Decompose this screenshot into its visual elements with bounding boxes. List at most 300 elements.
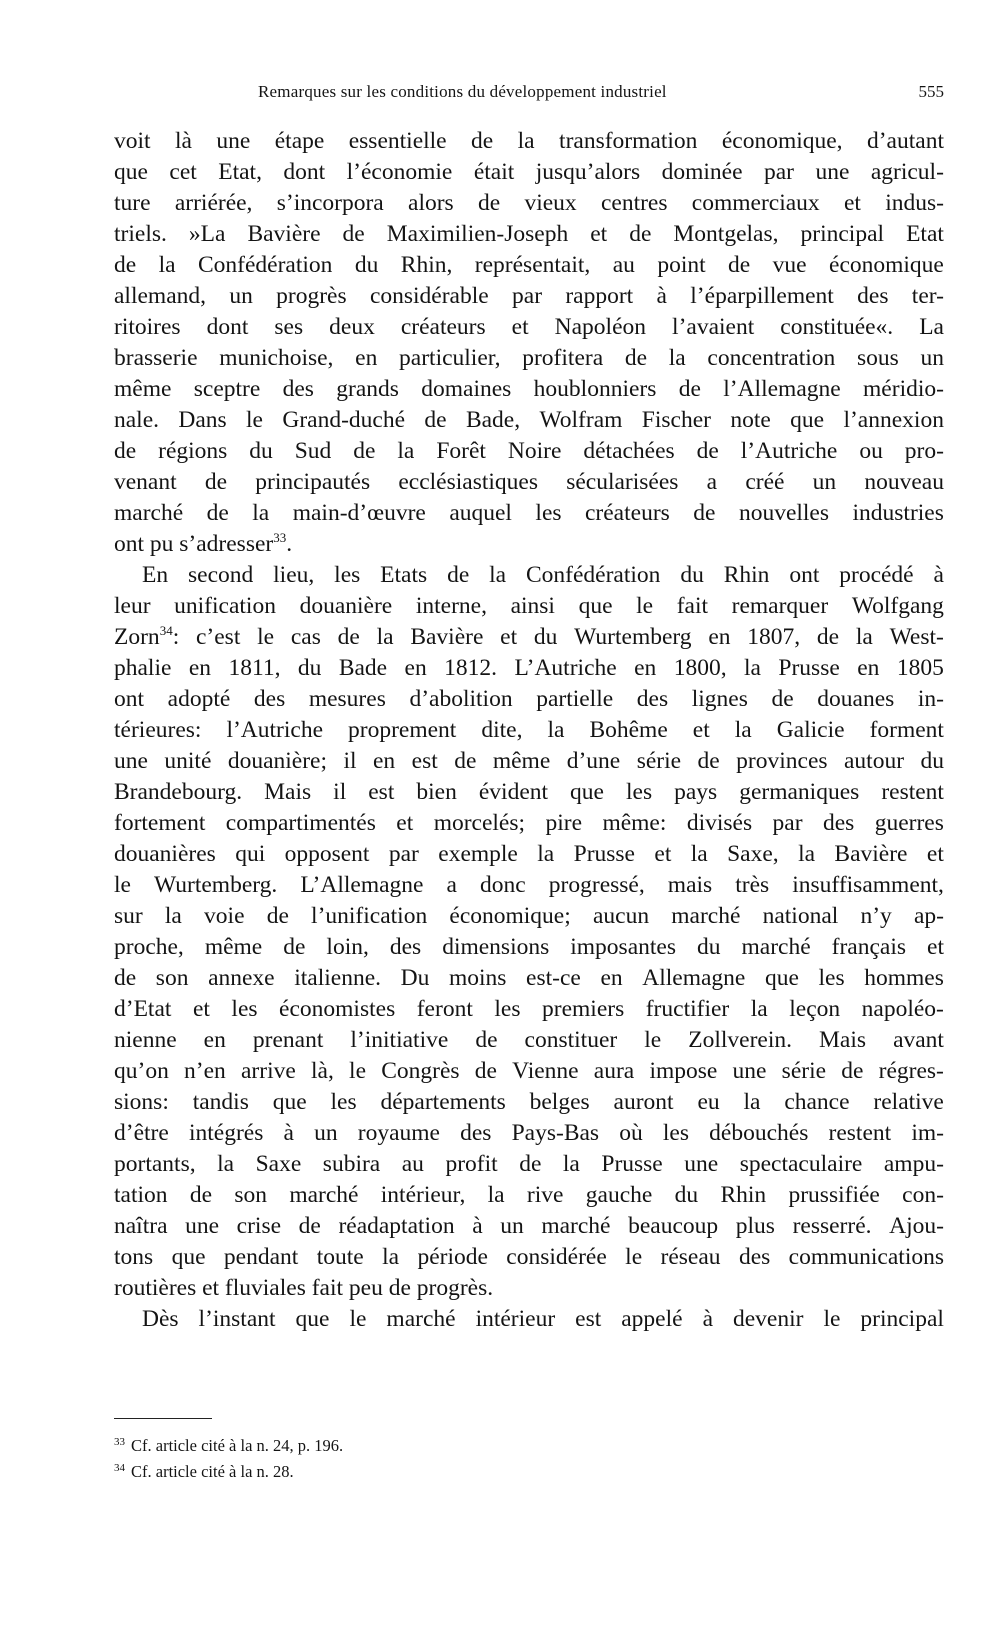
word: agricul- [870,159,944,185]
word: l’éparpillement [690,283,834,309]
word: la [750,996,768,1022]
word: autour [843,748,905,774]
word: La [919,314,944,340]
word: Congrès [381,1058,460,1084]
word: 1811, [228,655,281,681]
word: restent [881,779,944,805]
word: la [690,841,708,867]
word: la [517,128,535,154]
word: série [636,748,682,774]
word: de [477,190,501,216]
word: Saxe [255,1151,302,1177]
word: industries [852,500,944,526]
text-line [114,374,944,405]
text-line [114,684,944,715]
word: en [355,345,378,371]
word: L’Autriche [514,655,617,681]
word: un [314,1120,338,1146]
word: aucun [592,903,650,929]
word: la [164,903,182,929]
word: appelé [621,1306,683,1332]
word: son [155,965,189,991]
word: 1807, [747,624,801,650]
word: pro- [904,438,944,464]
page-number: 555 [918,82,944,101]
word: de [624,345,648,371]
word: douanes [817,686,895,712]
word: Etats [380,562,428,588]
word: West- [889,624,944,650]
word: proprement [348,717,457,743]
word: même [114,376,172,402]
word: créateurs [585,500,670,526]
word: période [417,1244,488,1270]
word: napoléo- [861,996,944,1022]
word: un [812,469,837,495]
word: de [298,1213,321,1239]
word: d’autant [866,128,944,154]
word: le [114,872,131,898]
text-line [114,250,944,281]
word: et [692,717,710,743]
word: des [460,1120,492,1146]
word: le [636,593,654,619]
word: centres [600,190,668,216]
text-line [114,1056,944,1087]
footnote-33 [114,1431,714,1457]
word: principautés [255,469,371,495]
word: de [471,128,494,154]
word: rive [526,1182,564,1208]
word: de [204,469,228,495]
word: compartimentés [225,810,376,836]
word: profit [445,1151,498,1177]
word: main-d’œuvre [292,500,426,526]
word: Wurtemberg [574,624,692,650]
word: gauche [585,1182,653,1208]
word: munichoise, [219,345,334,371]
word: guerres [874,810,944,836]
word: et [500,624,518,650]
text-line [114,1211,944,1242]
text-line-content: Zorn$^{34}$ [114,623,173,650]
word: du [297,655,322,681]
word: grands [336,376,399,402]
word: dont [206,314,249,340]
word: brasserie [114,345,198,371]
word: pendant [223,1244,299,1270]
word: en [203,1027,226,1053]
word: et [926,841,944,867]
word: à [283,1120,294,1146]
word: les [330,1089,357,1115]
word: progressé, [548,872,645,898]
word: Grand-duché [282,407,406,433]
word: leçon [789,996,841,1022]
word: lignes [691,686,748,712]
word: subira [322,1151,381,1177]
word: l’économie [346,159,453,185]
word: annexe [208,965,275,991]
word: vue [772,252,807,278]
word: opposent [284,841,370,867]
text-line [114,715,944,746]
word: principal [800,221,885,247]
word: à [702,1306,713,1332]
word: Forêt [436,438,486,464]
word: avant [893,1027,944,1053]
word: dimensions [442,934,550,960]
word: douanières [114,841,216,867]
word: hommes [864,965,944,991]
word: essentielle [348,128,447,154]
word: dite, [481,717,523,743]
word: en [634,655,657,681]
word: triels. [114,221,167,247]
word: phalie [114,655,172,681]
word: Galicie [776,717,845,743]
word: l’Autriche [740,438,838,464]
word: du [680,562,704,588]
word: une [114,748,148,774]
word: de [519,1151,542,1177]
word: en [188,655,212,681]
word: en [708,624,731,650]
word: morcelés; [433,810,526,836]
word: où [619,1120,643,1146]
word: intérieur [475,1306,556,1332]
text-line [114,498,944,529]
word: que [578,593,613,619]
word: des [857,283,889,309]
word: resserré. [792,1213,872,1239]
word: plus [735,1213,775,1239]
word: créé [745,469,785,495]
word: Ajou- [889,1213,944,1239]
word: in- [917,686,944,712]
text-line [114,932,944,963]
word: la [487,1182,505,1208]
word: de [678,376,701,402]
word: toute [316,1244,364,1270]
word: arriérée, [174,190,253,216]
word: donc [480,872,526,898]
word: naîtra [114,1213,168,1239]
word: restent [828,1120,892,1146]
word: le [625,1244,643,1270]
word: du [533,624,558,650]
word: économique [829,252,944,278]
word: d’être [114,1120,169,1146]
word: deux [329,314,375,340]
word: n’en [184,1058,226,1084]
word: économistes [279,996,396,1022]
word: il [333,779,347,805]
word: la [376,624,394,650]
word: et [843,190,861,216]
word: la [798,841,816,867]
word: s’incorpora [276,190,384,216]
word: marché [114,500,184,526]
word: Du [400,965,430,991]
word: était [473,159,515,185]
text-line [114,405,944,436]
word: pays [674,779,718,805]
footnote-text: Cf. article cité à la n. 28. [131,1462,294,1481]
word: feront [416,996,473,1022]
word: Wolfgang [851,593,944,619]
word: divisés [686,810,753,836]
word: de [424,407,447,433]
text-line [114,808,944,839]
word: les [535,500,562,526]
text-line [114,653,944,684]
word: là [174,128,192,154]
word: les [231,996,258,1022]
word: pire [545,810,583,836]
word: fait [676,593,709,619]
word: de [266,903,289,929]
word: leur [114,593,151,619]
word: voie [204,903,245,929]
word: voit [114,128,151,154]
text-line-paragraph-start [114,560,944,591]
word: est [368,779,395,805]
word: d’abolition [409,686,513,712]
word: prenant [252,1027,324,1053]
word: le [644,1027,662,1053]
word: considérable [369,283,489,309]
word: spectaculaire [739,1151,863,1177]
word: de [114,965,137,991]
word: Rhin, [400,252,453,278]
word: Bade [338,655,388,681]
text-line [114,1025,944,1056]
word: l’initiative [350,1027,449,1053]
word: de [696,438,719,464]
footnote-text: Cf. article cité à la n. 24, p. 196. [131,1436,344,1455]
word: réadaptation [338,1213,455,1239]
text-line [114,529,944,560]
word: la [743,1089,761,1115]
word: considérée [506,1244,607,1270]
word: à [472,1213,483,1239]
word: italienne. [294,965,382,991]
word: marché [541,1213,611,1239]
word: venant [114,469,177,495]
word: ecclésiastiques [398,469,538,495]
word: créateurs [400,314,486,340]
word: sur [114,903,143,929]
word: auront [613,1089,674,1115]
text-line [114,1180,944,1211]
word: loin, [326,934,369,960]
word: une [684,1151,719,1177]
word: les [818,965,845,991]
word: à [933,562,944,588]
word: une [815,159,850,185]
word: marché [671,903,741,929]
word: les [334,562,361,588]
word: proche, [114,934,184,960]
word: belges [529,1089,590,1115]
word: là, [311,1058,334,1084]
word: jusqu’alors [535,159,641,185]
word: de [353,438,376,464]
word: l’Allemagne [723,376,841,402]
word: sous [857,345,899,371]
word: une [216,128,251,154]
word: l’Autriche [226,717,324,743]
word: Confédération [526,562,661,588]
word: économique; [449,903,571,929]
word: Pays-Bas [511,1120,600,1146]
word: adopté [167,686,231,712]
word: même: [602,810,667,836]
text-line [114,343,944,374]
word: du [920,748,944,774]
word: la [668,345,686,371]
running-title: Remarques sur les conditions du développement industriel [258,82,667,101]
word: qu’on [114,1058,169,1084]
word: provinces [736,748,828,774]
word: ou [859,438,883,464]
body-text [114,126,944,1335]
word: Bavière [834,841,908,867]
word: la [489,562,507,588]
word: domaines [421,376,512,402]
word: par [772,810,803,836]
text-line [114,157,944,188]
word: série [781,1058,827,1084]
word: détachées [583,438,675,464]
word: vieux [524,190,577,216]
word: de [629,221,652,247]
word: du [354,252,379,278]
word: des [389,934,422,960]
word: un [229,283,253,309]
word: méridio- [863,376,944,402]
word: ont [114,686,145,712]
text-line [114,1149,944,1180]
word: d’Etat [114,996,172,1022]
word: du [674,1182,699,1208]
word: de [206,500,229,526]
word: de [342,221,365,247]
word: à [656,283,667,309]
word: relative [873,1089,944,1115]
word: Bavière [410,624,484,650]
word: a [706,469,718,495]
word: une [185,1213,220,1239]
word: moins [448,965,507,991]
word: que [790,407,825,433]
word: transformation [559,128,698,154]
word: intérieur, [380,1182,466,1208]
word: de [114,252,137,278]
word: : [172,624,180,650]
word: ter- [911,283,944,309]
word: par [388,841,419,867]
word: unité [164,748,212,774]
word: marché [289,1182,359,1208]
word: constituée«. [780,314,894,340]
word: note [730,407,771,433]
word: économique, [721,128,843,154]
text-line [114,219,944,250]
text-line [114,467,944,498]
word: Etat, [218,159,262,185]
word: de [189,1182,213,1208]
word: et [511,314,529,340]
text-line [114,994,944,1025]
word: c’est [195,624,241,650]
word: exemple [438,841,518,867]
word: le [349,1058,367,1084]
word: par [512,283,543,309]
word: dont [283,159,326,185]
text-line [114,1087,944,1118]
word: une [732,1058,767,1084]
word: communications [788,1244,944,1270]
word: profitera [522,345,604,371]
footnote-number: 34 [114,1462,125,1474]
word: houblonniers [533,376,657,402]
word: Prusse [573,841,635,867]
text-line [114,777,944,808]
text-line [114,839,944,870]
word: débouchés [709,1120,809,1146]
text-line-rest [173,622,944,653]
word: forment [869,717,944,743]
word: particulier, [399,345,501,371]
word: rapport [565,283,634,309]
word: la [252,500,270,526]
word: Montgelas, [673,221,779,247]
word: Etat [906,221,944,247]
word: alors [408,190,454,216]
word: aura [593,1058,635,1084]
word: la [158,252,176,278]
word: portants, [114,1151,196,1177]
word: allemand, [114,283,207,309]
word: ses [274,314,304,340]
text-line [114,963,944,994]
word: 1805 [896,655,944,681]
word: nouvelles [738,500,830,526]
word: de [337,624,360,650]
word: de [447,562,470,588]
word: Sud [294,438,332,464]
word: son [234,1182,267,1208]
word: indus- [885,190,944,216]
word: Prusse [601,1151,663,1177]
word: nouveau [864,469,944,495]
word: fructifier [645,996,730,1022]
word: que [114,159,148,185]
word: l’avaient [672,314,755,340]
word: la [562,1151,580,1177]
word: unification [174,593,276,619]
word: ap- [913,903,944,929]
word: est [575,1306,602,1332]
word: nienne [114,1027,177,1053]
word: la [397,438,415,464]
word: que [171,1244,206,1270]
word: que [764,965,799,991]
word: impose [649,1058,718,1084]
word: Brandebourg. [114,779,243,805]
